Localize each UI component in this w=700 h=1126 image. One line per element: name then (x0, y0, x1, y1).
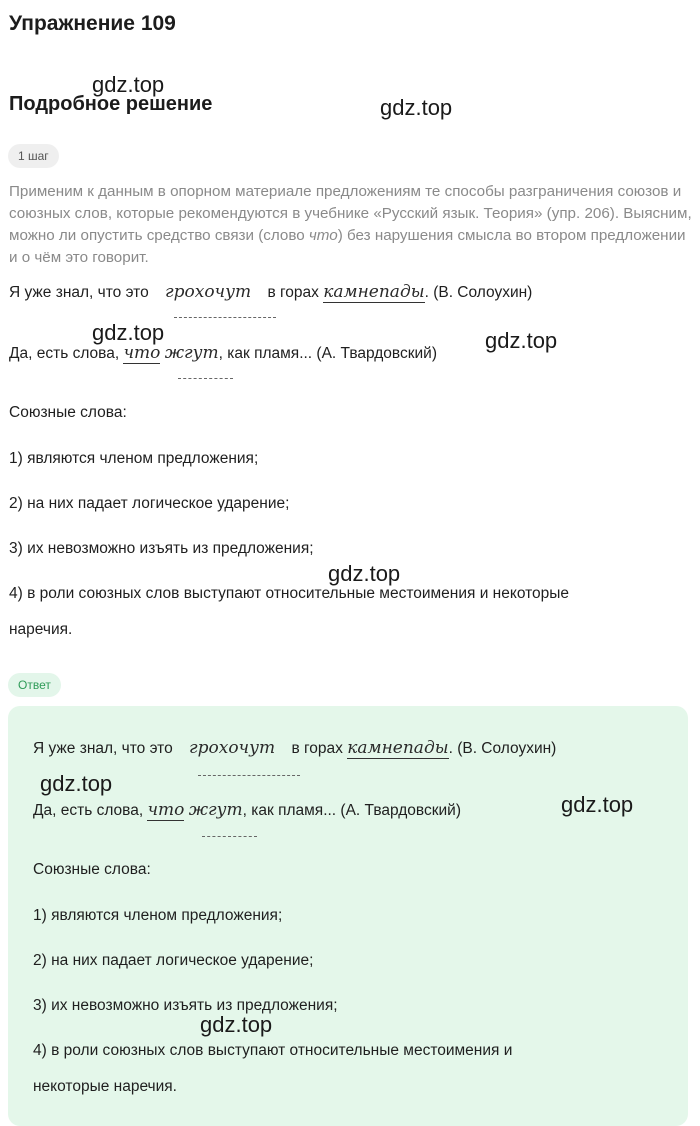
watermark: gdz.top (200, 1012, 273, 1037)
sentence-text: Я уже знал, что это (33, 740, 173, 757)
rules-title: Союзные слова: (9, 404, 127, 421)
intro-word: что (308, 227, 338, 244)
solution-sentence-2 (9, 343, 437, 363)
handwritten-predicate: жгут (188, 800, 243, 820)
page-title: Упражнение 109 (9, 12, 176, 35)
section-title: Подробное решение (9, 93, 213, 115)
rule-item: 2) на них падает логическое ударение; (9, 495, 290, 512)
watermark: gdz.top (328, 561, 401, 586)
sentence-source: . (В. Солоухин) (424, 284, 533, 301)
predicate-underline (198, 775, 300, 776)
sentence-text: Да, есть слова, (9, 345, 120, 362)
predicate-underline (202, 836, 257, 837)
predicate-underline (178, 378, 233, 379)
handwritten-subject: камнепады (347, 738, 449, 758)
answer-sentence-2 (33, 800, 461, 820)
handwritten-subject: что (123, 343, 161, 363)
answer-badge: Ответ (8, 673, 61, 697)
intro-text-1: Применим к данным в опорном материале предложениям те способы разграничения союзов и союзных слов, которые рекомендуются в учебнике «Русский язык. Теория» (упр. 206). Выясним, можно ли опустить средство связи (слово (9, 183, 692, 244)
sentence-text: в горах (267, 284, 319, 301)
answer-sentence-1 (33, 738, 556, 758)
sentence-source: . (В. Солоухин) (448, 740, 557, 757)
watermark: gdz.top (561, 792, 634, 817)
watermark: gdz.top (92, 72, 165, 97)
handwritten-predicate: грохочут (165, 282, 252, 302)
intro-text-2: ) без нарушения смысла во втором предложении и о чём это говорит. (9, 227, 686, 266)
rule-item: 3) их невозможно изъять из предложения; (33, 997, 338, 1014)
sentence-text: в горах (291, 740, 343, 757)
handwritten-subject: камнепады (323, 282, 425, 302)
rule-item: 4) в роли союзных слов выступают относительные местоимения и некоторые (9, 585, 570, 602)
rule-item: 1) являются членом предложения; (9, 450, 259, 467)
rule-item: 4) в роли союзных слов выступают относительные местоимения и (33, 1042, 513, 1059)
rule-item-continued: некоторые наречия. (33, 1078, 177, 1095)
intro-paragraph (9, 181, 694, 269)
predicate-underline (174, 317, 276, 318)
handwritten-subject: что (147, 800, 185, 820)
rule-item: 2) на них падает логическое ударение; (33, 952, 314, 969)
watermark: gdz.top (40, 771, 113, 796)
watermark: gdz.top (380, 95, 453, 120)
handwritten-predicate: жгут (164, 343, 219, 363)
watermark: gdz.top (485, 328, 558, 353)
rule-item: 3) их невозможно изъять из предложения; (9, 540, 314, 557)
solution-sentence-1 (9, 282, 532, 302)
sentence-text: Я уже знал, что это (9, 284, 149, 301)
sentence-source: , как пламя... (А. Твардовский) (242, 802, 461, 819)
step-badge: 1 шаг (8, 144, 59, 168)
rule-item: 1) являются членом предложения; (33, 907, 283, 924)
handwritten-predicate: грохочут (189, 738, 276, 758)
rule-item-continued: наречия. (9, 621, 73, 638)
watermark: gdz.top (92, 320, 165, 345)
sentence-text: Да, есть слова, (33, 802, 144, 819)
rules-title: Союзные слова: (33, 861, 151, 878)
sentence-source: , как пламя... (А. Твардовский) (218, 345, 437, 362)
